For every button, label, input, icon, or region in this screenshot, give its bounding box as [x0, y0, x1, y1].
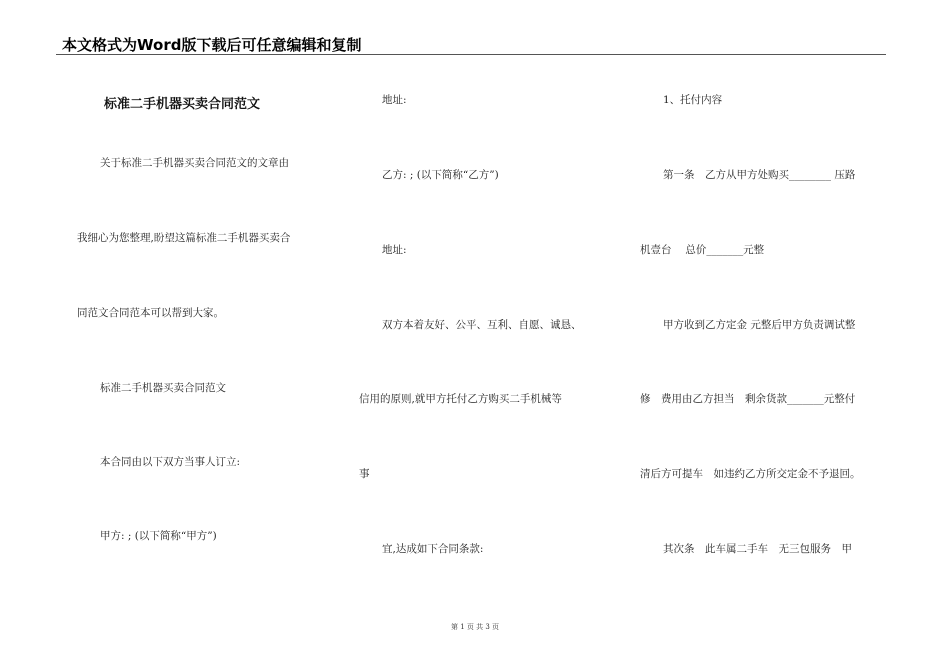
paragraph-line: 本合同由以下双方当事人订立:: [100, 456, 241, 468]
clause-line: 修 费用由乙方担当 剩余货款_______元整付: [640, 393, 856, 405]
paragraph-line: 信用的原则,就甲方托付乙方购买二手机械等: [359, 393, 562, 405]
party-b-line: 乙方: ; (以下简称“乙方”): [382, 169, 499, 181]
paragraph-line: 我细心为您整理,盼望这篇标准二手机器买卖合: [77, 232, 291, 244]
paragraph-line: 双方本着友好、公平、互利、自愿、诚恳、: [382, 319, 582, 331]
clause-line: 机壹台 总价_______元整: [640, 244, 765, 256]
clause-line: 其次条 此车属二手车 无三包服务 甲: [663, 543, 852, 555]
address-line: 地址:: [382, 94, 407, 106]
page-number: 第 1 页 共 3 页: [450, 623, 500, 631]
download-banner: 本文格式为Word版下载后可任意编辑和复制: [62, 36, 362, 54]
paragraph-line: 宜,达成如下合同条款:: [382, 543, 484, 555]
header-divider: [56, 54, 886, 55]
section-heading: 标准二手机器买卖合同范文: [100, 382, 226, 394]
clause-line: 第一条 乙方从甲方处购买________ 压路: [663, 169, 856, 181]
clause-line: 甲方收到乙方定金 元整后甲方负责调试整: [663, 319, 856, 331]
clause-line: 清后方可提车 如违约乙方所交定金不予退回。: [640, 468, 861, 480]
section-heading: 1、托付内容: [663, 94, 723, 106]
paragraph-line: 同范文合同范本可以帮到大家。: [77, 307, 224, 319]
paragraph-line: 关于标准二手机器买卖合同范文的文章由: [100, 157, 289, 169]
address-line: 地址:: [382, 244, 407, 256]
document-title: 标准二手机器买卖合同范文: [104, 97, 261, 112]
party-a-line: 甲方: ; (以下简称“甲方”): [100, 530, 217, 542]
paragraph-line: 事: [359, 468, 370, 480]
